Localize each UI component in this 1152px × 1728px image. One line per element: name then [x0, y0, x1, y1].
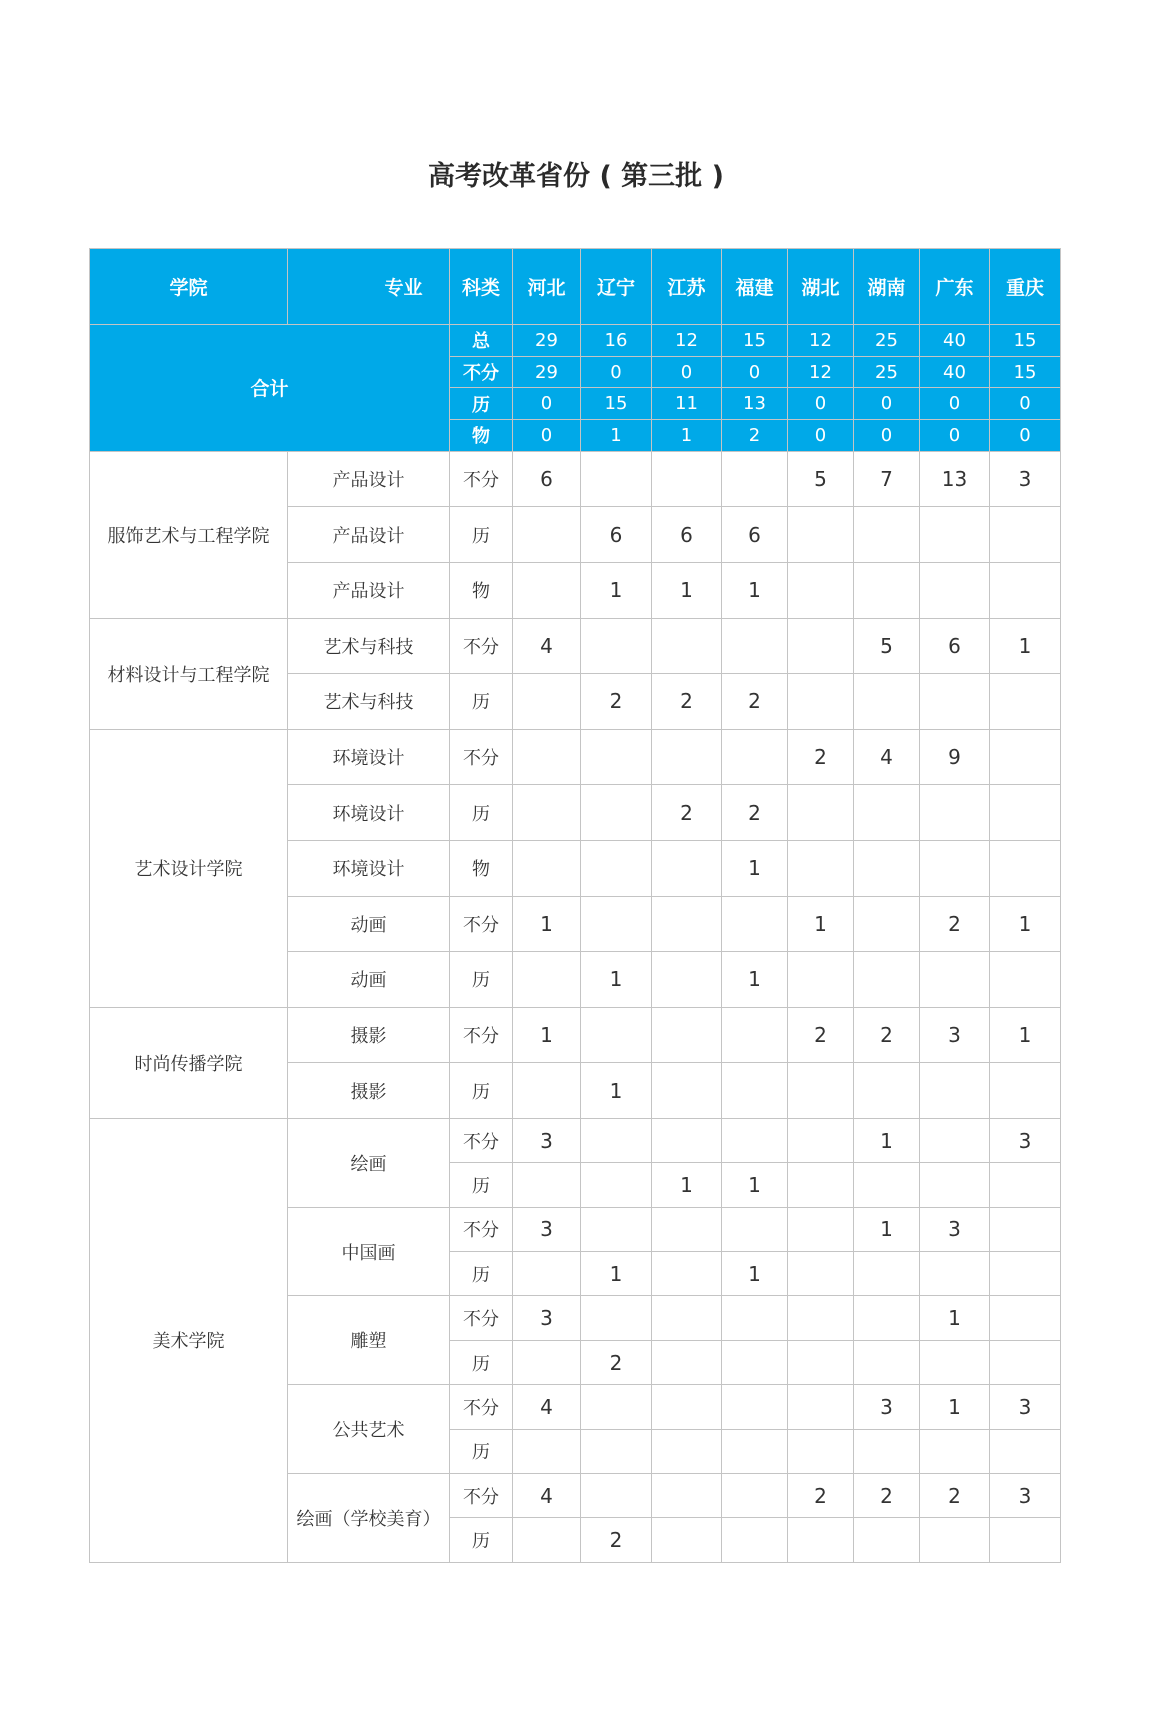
value-cell: 3: [513, 1207, 581, 1251]
value-cell: [652, 1518, 722, 1562]
value-cell: [581, 1429, 652, 1473]
value-cell: 0: [920, 388, 990, 420]
kind-cell: 不分: [450, 729, 513, 785]
value-cell: 2: [854, 1007, 920, 1063]
value-cell: [581, 1163, 652, 1207]
value-cell: [722, 1518, 788, 1562]
value-cell: 1: [652, 562, 722, 618]
value-cell: [652, 729, 722, 785]
value-cell: 12: [652, 325, 722, 357]
value-cell: [581, 1118, 652, 1162]
value-cell: 1: [581, 562, 652, 618]
value-cell: 1: [581, 420, 652, 452]
major-cell: 环境设计: [288, 785, 450, 841]
value-cell: 6: [513, 451, 581, 507]
value-cell: 3: [920, 1007, 990, 1063]
kind-cell: 历: [450, 1340, 513, 1384]
value-cell: [581, 729, 652, 785]
value-cell: [788, 1118, 854, 1162]
value-cell: 13: [920, 451, 990, 507]
value-cell: 1: [581, 1063, 652, 1119]
college-cell: 材料设计与工程学院: [90, 618, 288, 729]
value-cell: 1: [920, 1296, 990, 1340]
value-cell: 2: [788, 1007, 854, 1063]
value-cell: [854, 674, 920, 730]
value-cell: 3: [990, 451, 1061, 507]
major-cell: 产品设计: [288, 562, 450, 618]
table-row: [90, 1007, 1061, 1063]
value-cell: [581, 840, 652, 896]
value-cell: [513, 1163, 581, 1207]
value-cell: [788, 674, 854, 730]
value-cell: 12: [788, 356, 854, 388]
value-cell: [788, 1296, 854, 1340]
value-cell: 15: [990, 356, 1061, 388]
major-cell: 产品设计: [288, 507, 450, 563]
value-cell: [990, 1429, 1061, 1473]
kind-cell: 历: [450, 1429, 513, 1473]
value-cell: [722, 1063, 788, 1119]
table-row: [90, 618, 1061, 674]
value-cell: [722, 1296, 788, 1340]
value-cell: [722, 729, 788, 785]
value-cell: 2: [581, 1518, 652, 1562]
college-cell: 艺术设计学院: [90, 729, 288, 1007]
value-cell: [581, 1474, 652, 1518]
kind-cell: 历: [450, 1518, 513, 1562]
kind-cell: 物: [450, 420, 513, 452]
value-cell: [990, 729, 1061, 785]
value-cell: 1: [722, 840, 788, 896]
value-cell: [990, 952, 1061, 1008]
value-cell: [854, 1296, 920, 1340]
value-cell: [990, 1207, 1061, 1251]
value-cell: 4: [513, 1474, 581, 1518]
value-cell: [652, 896, 722, 952]
value-cell: 0: [788, 420, 854, 452]
value-cell: [920, 507, 990, 563]
kind-cell: 不分: [450, 896, 513, 952]
header-kind: 科类: [450, 249, 513, 325]
header-row: [90, 249, 1061, 325]
kind-cell: 不分: [450, 1474, 513, 1518]
value-cell: 2: [722, 674, 788, 730]
value-cell: 1: [581, 952, 652, 1008]
value-cell: 1: [652, 1163, 722, 1207]
kind-cell: 总: [450, 325, 513, 357]
major-cell: 摄影: [288, 1007, 450, 1063]
value-cell: 3: [513, 1118, 581, 1162]
value-cell: [990, 1163, 1061, 1207]
value-cell: 0: [854, 388, 920, 420]
value-cell: [722, 896, 788, 952]
value-cell: 1: [722, 562, 788, 618]
kind-cell: 历: [450, 952, 513, 1008]
value-cell: [990, 785, 1061, 841]
value-cell: [854, 1063, 920, 1119]
kind-cell: 不分: [450, 1118, 513, 1162]
kind-cell: 不分: [450, 1007, 513, 1063]
value-cell: [722, 1474, 788, 1518]
value-cell: 2: [920, 1474, 990, 1518]
kind-cell: 不分: [450, 451, 513, 507]
value-cell: [854, 1340, 920, 1384]
value-cell: [652, 1063, 722, 1119]
value-cell: [990, 1063, 1061, 1119]
value-cell: [920, 1063, 990, 1119]
kind-cell: 物: [450, 840, 513, 896]
kind-cell: 历: [450, 388, 513, 420]
kind-cell: 历: [450, 674, 513, 730]
summary-label: 合计: [90, 325, 450, 452]
value-cell: [513, 840, 581, 896]
value-cell: [788, 507, 854, 563]
value-cell: [652, 618, 722, 674]
value-cell: 2: [581, 674, 652, 730]
value-cell: [513, 1340, 581, 1384]
page-title: 高考改革省份 ( 第三批 ): [428, 161, 724, 192]
value-cell: [854, 785, 920, 841]
header-province: 河北: [513, 249, 581, 325]
value-cell: [581, 1007, 652, 1063]
header-province: 湖北: [788, 249, 854, 325]
value-cell: [652, 840, 722, 896]
value-cell: [854, 896, 920, 952]
value-cell: [788, 785, 854, 841]
value-cell: [920, 562, 990, 618]
value-cell: 1: [722, 1163, 788, 1207]
value-cell: [652, 1207, 722, 1251]
value-cell: [990, 562, 1061, 618]
value-cell: [854, 1252, 920, 1296]
header-province: 辽宁: [581, 249, 652, 325]
value-cell: 2: [920, 896, 990, 952]
value-cell: 1: [920, 1385, 990, 1429]
major-cell: 中国画: [288, 1207, 450, 1296]
value-cell: [788, 1252, 854, 1296]
value-cell: [652, 1474, 722, 1518]
value-cell: [990, 674, 1061, 730]
major-cell: 艺术与科技: [288, 674, 450, 730]
value-cell: [990, 1340, 1061, 1384]
value-cell: [722, 618, 788, 674]
value-cell: [854, 1429, 920, 1473]
value-cell: [920, 1163, 990, 1207]
value-cell: 2: [722, 420, 788, 452]
value-cell: [581, 896, 652, 952]
value-cell: [990, 1252, 1061, 1296]
value-cell: 2: [788, 1474, 854, 1518]
value-cell: [722, 1385, 788, 1429]
major-cell: 绘画: [288, 1118, 450, 1207]
major-cell: 产品设计: [288, 451, 450, 507]
value-cell: [581, 1296, 652, 1340]
value-cell: 29: [513, 325, 581, 357]
value-cell: 1: [788, 896, 854, 952]
value-cell: [788, 562, 854, 618]
value-cell: [581, 785, 652, 841]
value-cell: [788, 1207, 854, 1251]
value-cell: [920, 840, 990, 896]
kind-cell: 历: [450, 1063, 513, 1119]
kind-cell: 历: [450, 1252, 513, 1296]
value-cell: [788, 618, 854, 674]
value-cell: [920, 674, 990, 730]
value-cell: [581, 618, 652, 674]
kind-cell: 不分: [450, 1207, 513, 1251]
value-cell: [581, 451, 652, 507]
kind-cell: 历: [450, 507, 513, 563]
header-major: 专业: [288, 249, 450, 325]
value-cell: [854, 507, 920, 563]
college-cell: 美术学院: [90, 1118, 288, 1562]
major-cell: 动画: [288, 952, 450, 1008]
value-cell: [513, 674, 581, 730]
value-cell: 2: [788, 729, 854, 785]
value-cell: [652, 1296, 722, 1340]
value-cell: 1: [854, 1207, 920, 1251]
value-cell: [990, 1518, 1061, 1562]
value-cell: 0: [854, 420, 920, 452]
value-cell: 40: [920, 356, 990, 388]
header-province: 江苏: [652, 249, 722, 325]
value-cell: [652, 451, 722, 507]
value-cell: 7: [854, 451, 920, 507]
value-cell: 0: [788, 388, 854, 420]
value-cell: [788, 1518, 854, 1562]
value-cell: [722, 1340, 788, 1384]
value-cell: [788, 1063, 854, 1119]
value-cell: 0: [990, 420, 1061, 452]
value-cell: 40: [920, 325, 990, 357]
major-cell: 动画: [288, 896, 450, 952]
value-cell: [652, 1007, 722, 1063]
kind-cell: 物: [450, 562, 513, 618]
value-cell: [920, 1429, 990, 1473]
major-cell: 雕塑: [288, 1296, 450, 1385]
value-cell: [652, 1252, 722, 1296]
value-cell: 29: [513, 356, 581, 388]
value-cell: [722, 1207, 788, 1251]
value-cell: 3: [990, 1474, 1061, 1518]
value-cell: [854, 562, 920, 618]
value-cell: [513, 1063, 581, 1119]
value-cell: [920, 1252, 990, 1296]
value-cell: [722, 1429, 788, 1473]
major-cell: 公共艺术: [288, 1385, 450, 1474]
value-cell: 2: [722, 785, 788, 841]
value-cell: 1: [722, 1252, 788, 1296]
value-cell: 1: [990, 896, 1061, 952]
value-cell: 0: [920, 420, 990, 452]
value-cell: [854, 1163, 920, 1207]
value-cell: [788, 1340, 854, 1384]
value-cell: [920, 785, 990, 841]
value-cell: 5: [854, 618, 920, 674]
value-cell: [920, 1518, 990, 1562]
value-cell: [788, 1429, 854, 1473]
value-cell: [854, 840, 920, 896]
value-cell: [722, 1007, 788, 1063]
value-cell: [788, 1385, 854, 1429]
value-cell: 2: [854, 1474, 920, 1518]
value-cell: 3: [513, 1296, 581, 1340]
value-cell: [854, 952, 920, 1008]
value-cell: [513, 507, 581, 563]
college-cell: 时尚传播学院: [90, 1007, 288, 1118]
value-cell: 15: [990, 325, 1061, 357]
value-cell: [652, 1385, 722, 1429]
value-cell: [722, 1118, 788, 1162]
value-cell: 1: [990, 1007, 1061, 1063]
value-cell: [513, 1518, 581, 1562]
value-cell: [990, 507, 1061, 563]
value-cell: 3: [920, 1207, 990, 1251]
value-cell: 6: [722, 507, 788, 563]
value-cell: 4: [513, 1385, 581, 1429]
value-cell: [513, 1252, 581, 1296]
value-cell: 13: [722, 388, 788, 420]
value-cell: [722, 451, 788, 507]
value-cell: [990, 1296, 1061, 1340]
major-cell: 环境设计: [288, 840, 450, 896]
value-cell: 0: [581, 356, 652, 388]
value-cell: [854, 1518, 920, 1562]
value-cell: 11: [652, 388, 722, 420]
major-cell: 环境设计: [288, 729, 450, 785]
value-cell: 3: [990, 1385, 1061, 1429]
value-cell: 6: [920, 618, 990, 674]
value-cell: [513, 785, 581, 841]
table-row: [90, 1118, 1061, 1162]
value-cell: 15: [722, 325, 788, 357]
value-cell: 25: [854, 356, 920, 388]
value-cell: [788, 1163, 854, 1207]
major-cell: 绘画（学校美育）: [288, 1474, 450, 1563]
value-cell: 1: [652, 420, 722, 452]
table-row: [90, 729, 1061, 785]
kind-cell: 不分: [450, 1296, 513, 1340]
value-cell: [920, 1340, 990, 1384]
value-cell: [652, 1118, 722, 1162]
summary-row: [90, 325, 1061, 357]
value-cell: [788, 952, 854, 1008]
value-cell: 0: [652, 356, 722, 388]
value-cell: 0: [722, 356, 788, 388]
header-province: 广东: [920, 249, 990, 325]
value-cell: [513, 729, 581, 785]
header-province: 重庆: [990, 249, 1061, 325]
value-cell: [581, 1207, 652, 1251]
value-cell: 2: [652, 785, 722, 841]
value-cell: 0: [513, 388, 581, 420]
admissions-table: [89, 248, 1061, 1563]
value-cell: [920, 1118, 990, 1162]
value-cell: 6: [581, 507, 652, 563]
value-cell: [513, 1429, 581, 1473]
value-cell: 0: [513, 420, 581, 452]
value-cell: 0: [990, 388, 1061, 420]
value-cell: [652, 1429, 722, 1473]
value-cell: 2: [581, 1340, 652, 1384]
value-cell: 1: [722, 952, 788, 1008]
kind-cell: 不分: [450, 618, 513, 674]
header-province: 湖南: [854, 249, 920, 325]
value-cell: 1: [581, 1252, 652, 1296]
major-cell: 摄影: [288, 1063, 450, 1119]
table-body: [90, 249, 1061, 1563]
value-cell: [581, 1385, 652, 1429]
value-cell: [652, 952, 722, 1008]
header-college: 学院: [90, 249, 288, 325]
college-cell: 服饰艺术与工程学院: [90, 451, 288, 618]
value-cell: 3: [990, 1118, 1061, 1162]
value-cell: 5: [788, 451, 854, 507]
header-province: 福建: [722, 249, 788, 325]
kind-cell: 不分: [450, 1385, 513, 1429]
value-cell: 6: [652, 507, 722, 563]
value-cell: 4: [854, 729, 920, 785]
value-cell: 9: [920, 729, 990, 785]
major-cell: 艺术与科技: [288, 618, 450, 674]
kind-cell: 历: [450, 1163, 513, 1207]
value-cell: 1: [513, 896, 581, 952]
table-row: [90, 451, 1061, 507]
value-cell: 25: [854, 325, 920, 357]
value-cell: 1: [990, 618, 1061, 674]
value-cell: [513, 952, 581, 1008]
value-cell: 1: [854, 1118, 920, 1162]
value-cell: 4: [513, 618, 581, 674]
value-cell: 15: [581, 388, 652, 420]
value-cell: 3: [854, 1385, 920, 1429]
kind-cell: 不分: [450, 356, 513, 388]
value-cell: [990, 840, 1061, 896]
value-cell: [513, 562, 581, 618]
value-cell: 12: [788, 325, 854, 357]
value-cell: 2: [652, 674, 722, 730]
kind-cell: 历: [450, 785, 513, 841]
value-cell: 16: [581, 325, 652, 357]
value-cell: 1: [513, 1007, 581, 1063]
value-cell: [788, 840, 854, 896]
value-cell: [652, 1340, 722, 1384]
value-cell: [920, 952, 990, 1008]
